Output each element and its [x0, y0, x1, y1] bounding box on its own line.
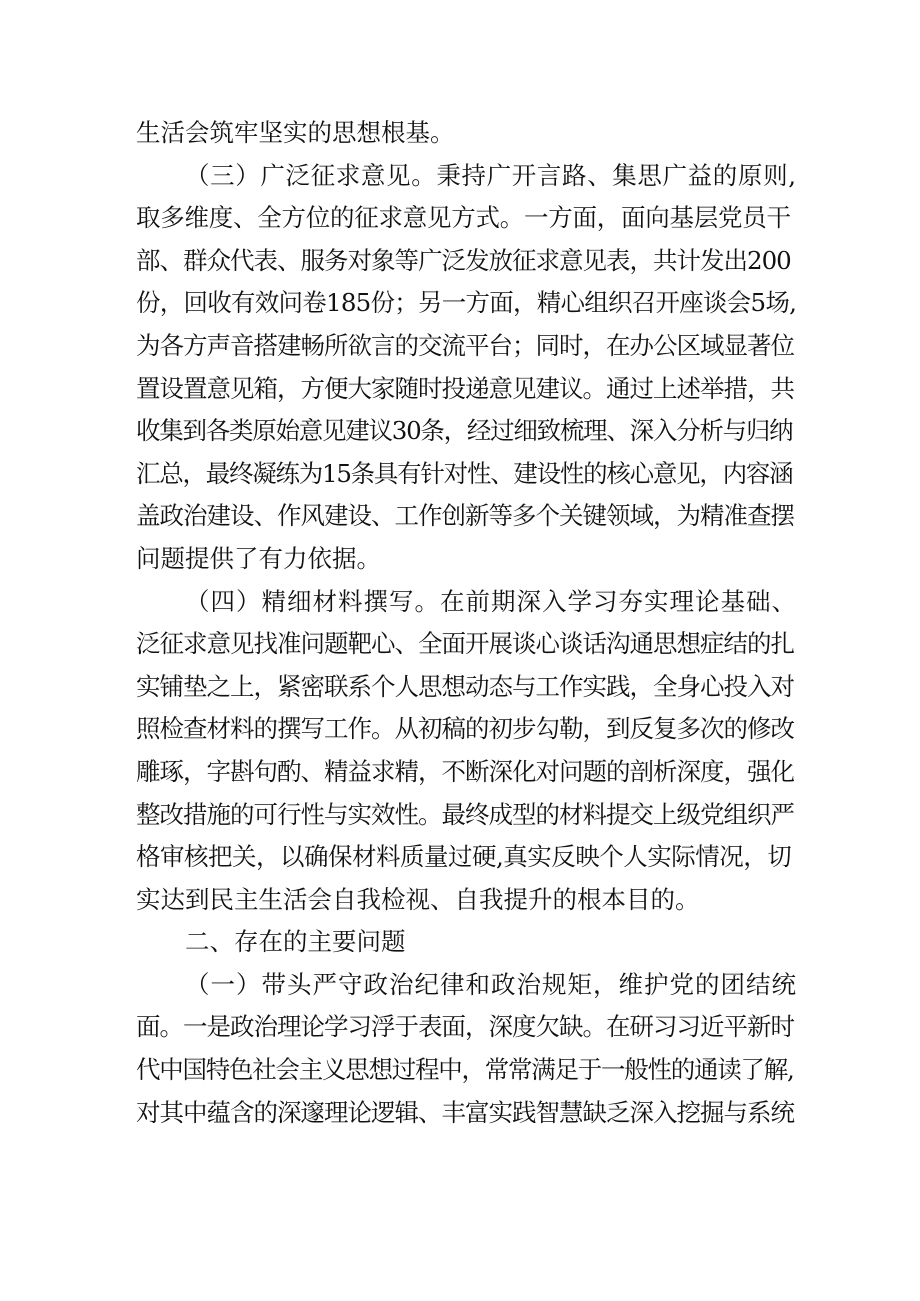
- text-line: 代中国特色社会主义思想过程中，常常满足于一般性的通读了解,: [136, 1055, 794, 1085]
- text-line: 泛征求意见找准问题靶心、全面开展谈心谈话沟通思想症结的扎: [136, 629, 794, 659]
- text-line: 取多维度、全方位的征求意见方式。一方面，面向基层党员干: [136, 203, 791, 233]
- text-line: 实铺垫之上，紧密联系个人思想动态与工作实践，全身心投入对: [136, 671, 794, 701]
- text-line: 实达到民主生活会自我检视、自我提升的根本目的。: [136, 884, 700, 914]
- text-line: 面。一是政治理论学习浮于表面，深度欠缺。在研习习近平新时: [136, 1012, 794, 1042]
- text-line: （一）带头严守政治纪律和政治规矩，维护党的团结统: [185, 969, 796, 999]
- text-line: 对其中蕴含的深邃理论逻辑、丰富实践智慧缺乏深入挖掘与系统: [136, 1097, 794, 1127]
- text-line: 格审核把关，以确保材料质量过硬,真实反映个人实际情况，切: [136, 842, 792, 872]
- text-line: 照检查材料的撰写工作。从初稿的初步勾勒，到反复多次的修改: [136, 714, 794, 744]
- text-line: 汇总，最终凝练为15条具有针对性、建设性的核心意见，内容涵: [136, 458, 793, 488]
- text-line: 盖政治建设、作风建设、工作创新等多个关键领域，为精准查摆: [136, 501, 794, 531]
- text-line: 问题提供了有力依据。: [136, 543, 381, 573]
- text-line: 份，回收有效问卷185份；另一方面，精心组织召开座谈会5场,: [136, 288, 797, 318]
- text-line: （四）精细材料撰写。在前期深入学习夯实理论基础、: [185, 586, 796, 616]
- text-line: 整改措施的可行性与实效性。最终成型的材料提交上级党组织严: [136, 799, 794, 829]
- text-line: 置设置意见箱，方便大家随时投递意见建议。通过上述举措，共: [136, 373, 794, 403]
- text-line: 生活会筑牢坚实的思想根基。: [136, 118, 455, 147]
- text-line: 部、群众代表、服务对象等广泛发放征求意见表，共计发出200: [136, 245, 791, 275]
- text-line: 收集到各类原始意见建议30条，经过细致梳理、深入分析与归纳: [136, 416, 793, 446]
- text-line: 二、存在的主要问题: [185, 927, 406, 957]
- text-line: （三）广泛征求意见。秉持广开言路、集思广益的原则,: [185, 160, 796, 190]
- text-line: 为各方声音搭建畅所欲言的交流平台；同时，在办公区域显著位: [136, 330, 794, 360]
- document-body: [136, 112, 796, 1134]
- text-line: 雕琢，字斟句酌、精益求精，不断深化对问题的剖析深度，强化: [136, 756, 794, 786]
